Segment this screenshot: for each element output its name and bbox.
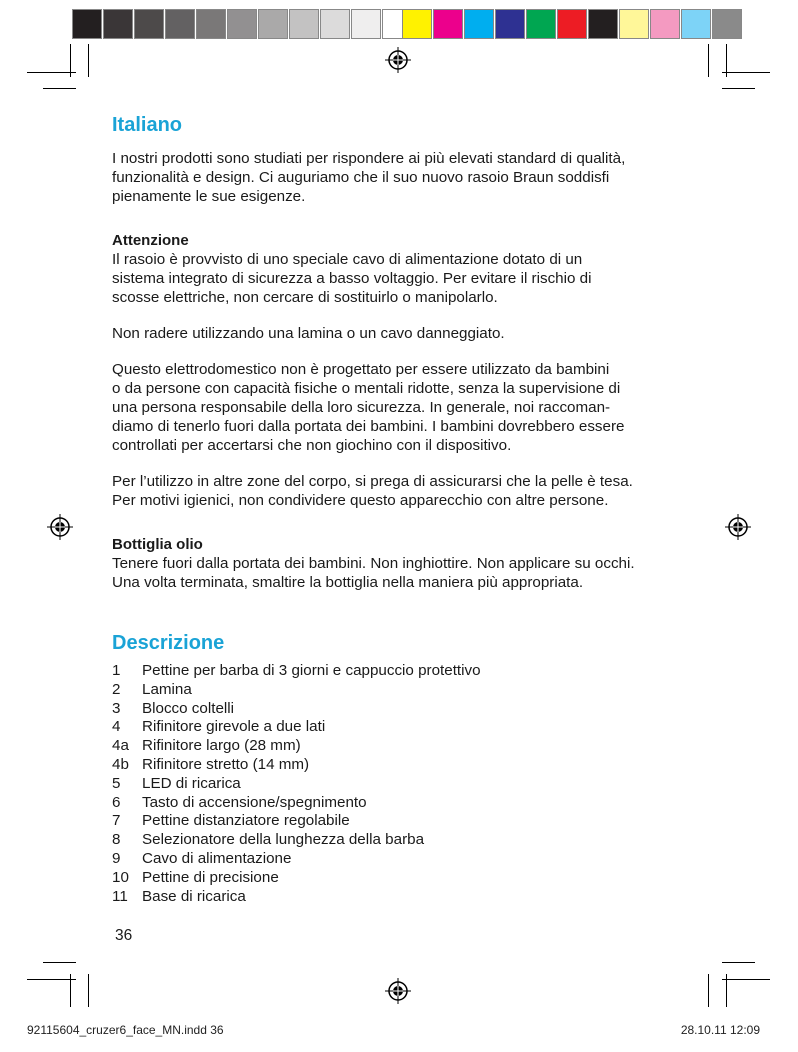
color-swatch [196,9,226,39]
color-swatch [526,9,556,39]
list-item-number: 3 [112,699,121,717]
list-item-number: 6 [112,793,121,811]
list-item [112,775,702,794]
section-title-italiano: Italiano [112,114,183,136]
oil-line: Una volta terminata, smaltire la bottiglia nella maniera più appropriata. [112,574,584,591]
list-item-label: Pettine per barba di 3 giorni e cappuccio protettivo [142,662,481,679]
crop-mark [27,979,76,980]
children-paragraph [112,360,702,455]
list-item-label: Pettine di precisione [142,868,279,886]
color-swatch [351,9,381,39]
crop-mark [708,44,709,77]
list-item-label: Lamina [142,680,192,698]
crop-mark [722,88,755,89]
list-item-number: 7 [112,812,121,830]
list-item-label: Base di ricarica [142,887,246,905]
list-item-number: 9 [112,849,121,867]
color-swatch [681,9,711,39]
registration-mark-icon [385,978,411,1004]
color-swatch [712,9,742,39]
crop-mark [726,974,727,1007]
color-swatch [495,9,525,39]
color-swatch [464,9,494,39]
crop-mark [726,44,727,77]
registration-mark-icon [725,514,751,540]
crop-mark [722,979,770,980]
parts-list [112,662,702,906]
color-swatch [103,9,133,39]
children-line: Questo elettrodomestico non è progettato per essere utilizzato da bambini [112,361,610,378]
crop-mark [43,962,76,963]
intro-paragraph [112,149,702,206]
color-swatch [227,9,257,39]
list-item [112,700,702,719]
footer-datetime: 28.10.11 12:09 [680,1023,760,1037]
color-swatch [134,9,164,39]
warning-paragraph [112,250,702,307]
crop-mark [708,974,709,1007]
list-item-number: 4 [112,718,121,736]
section-title-descrizione: Descrizione [112,632,225,654]
list-item [112,756,702,775]
children-line: una persona responsabile della loro sicurezza. In generale, noi raccoman- [112,399,611,416]
oil-paragraph [112,554,702,592]
warning-line: scosse elettriche, non cercare di sostituirlo o manipolarlo. [112,289,498,306]
crop-mark [722,962,755,963]
registration-mark-icon [385,47,411,73]
damage-paragraph: Non radere utilizzando una lamina o un cavo danneggiato. [112,325,505,342]
list-item-number: 2 [112,680,121,698]
list-item-number: 4a [112,737,129,755]
grayscale-color-bar [72,9,413,39]
list-item-number: 10 [112,868,129,886]
list-item [112,831,702,850]
list-item-number: 1 [112,662,121,679]
color-swatch [557,9,587,39]
color-swatch [402,9,432,39]
color-swatch [258,9,288,39]
list-item [112,812,702,831]
warning-line: sistema integrato di sicurezza a basso voltaggio. Per evitare il rischio di [112,270,592,287]
warning-heading: Attenzione [112,232,189,249]
children-line: o da persone con capacità fisiche o mentali ridotte, senza la supervisione di [112,380,621,397]
list-item-label: Tasto di accensione/spegnimento [142,793,367,811]
intro-line: I nostri prodotti sono studiati per rispondere ai più elevati standard di qualità, [112,150,626,167]
list-item [112,737,702,756]
list-item-label: Blocco coltelli [142,699,235,717]
process-color-bar [402,9,743,39]
children-line: diamo di tenerlo fuori dalla portata dei bambini. I bambini dovrebbero essere [112,418,625,435]
color-swatch [588,9,618,39]
list-item [112,850,702,869]
list-item-number: 4b [112,755,129,773]
list-item [112,888,702,907]
footer-file-info: 92115604_cruzer6_face_MN.indd 36 [27,1023,224,1037]
list-item [112,662,702,681]
manual-page-content [112,112,702,906]
crop-mark [70,44,71,77]
color-swatch [289,9,319,39]
list-item-label: Cavo di alimentazione [142,849,292,867]
color-swatch [165,9,195,39]
oil-line: Tenere fuori dalla portata dei bambini. Non inghiottire. Non applicare su occhi. [112,555,635,572]
crop-mark [88,974,89,1007]
intro-line: pienamente le sue esigenze. [112,188,306,205]
oil-heading: Bottiglia olio [112,536,203,553]
crop-mark [27,72,76,73]
skin-paragraph [112,472,702,510]
list-item-label: Rifinitore largo (28 mm) [142,737,301,755]
list-item [112,794,702,813]
crop-mark [43,88,76,89]
children-line: controllati per accertarsi che non giochino con il dispositivo. [112,437,512,454]
list-item [112,718,702,737]
skin-line: Per motivi igienici, non condividere questo apparecchio con altre persone. [112,492,609,509]
warning-line: Il rasoio è provvisto di uno speciale cavo di alimentazione dotato di un [112,251,583,268]
intro-line: funzionalità e design. Ci auguriamo che il suo nuovo rasoio Braun soddisfi [112,169,610,186]
list-item-label: Rifinitore girevole a due lati [142,718,326,736]
list-item-number: 5 [112,774,121,792]
color-swatch [650,9,680,39]
registration-mark-icon [47,514,73,540]
list-item [112,869,702,888]
crop-mark [722,72,770,73]
list-item-number: 8 [112,831,121,849]
list-item-label: LED di ricarica [142,774,241,792]
skin-line: Per l’utilizzo in altre zone del corpo, si prega di assicurarsi che la pelle è tesa. [112,473,633,490]
color-swatch [619,9,649,39]
list-item [112,681,702,700]
color-swatch [72,9,102,39]
crop-mark [88,44,89,77]
list-item-label: Pettine distanziatore regolabile [142,812,350,830]
color-swatch [433,9,463,39]
page-number: 36 [115,927,133,944]
list-item-label: Rifinitore stretto (14 mm) [142,755,310,773]
list-item-number: 11 [112,887,128,905]
list-item-label: Selezionatore della lunghezza della barba [142,831,425,849]
crop-mark [70,974,71,1007]
color-swatch [320,9,350,39]
